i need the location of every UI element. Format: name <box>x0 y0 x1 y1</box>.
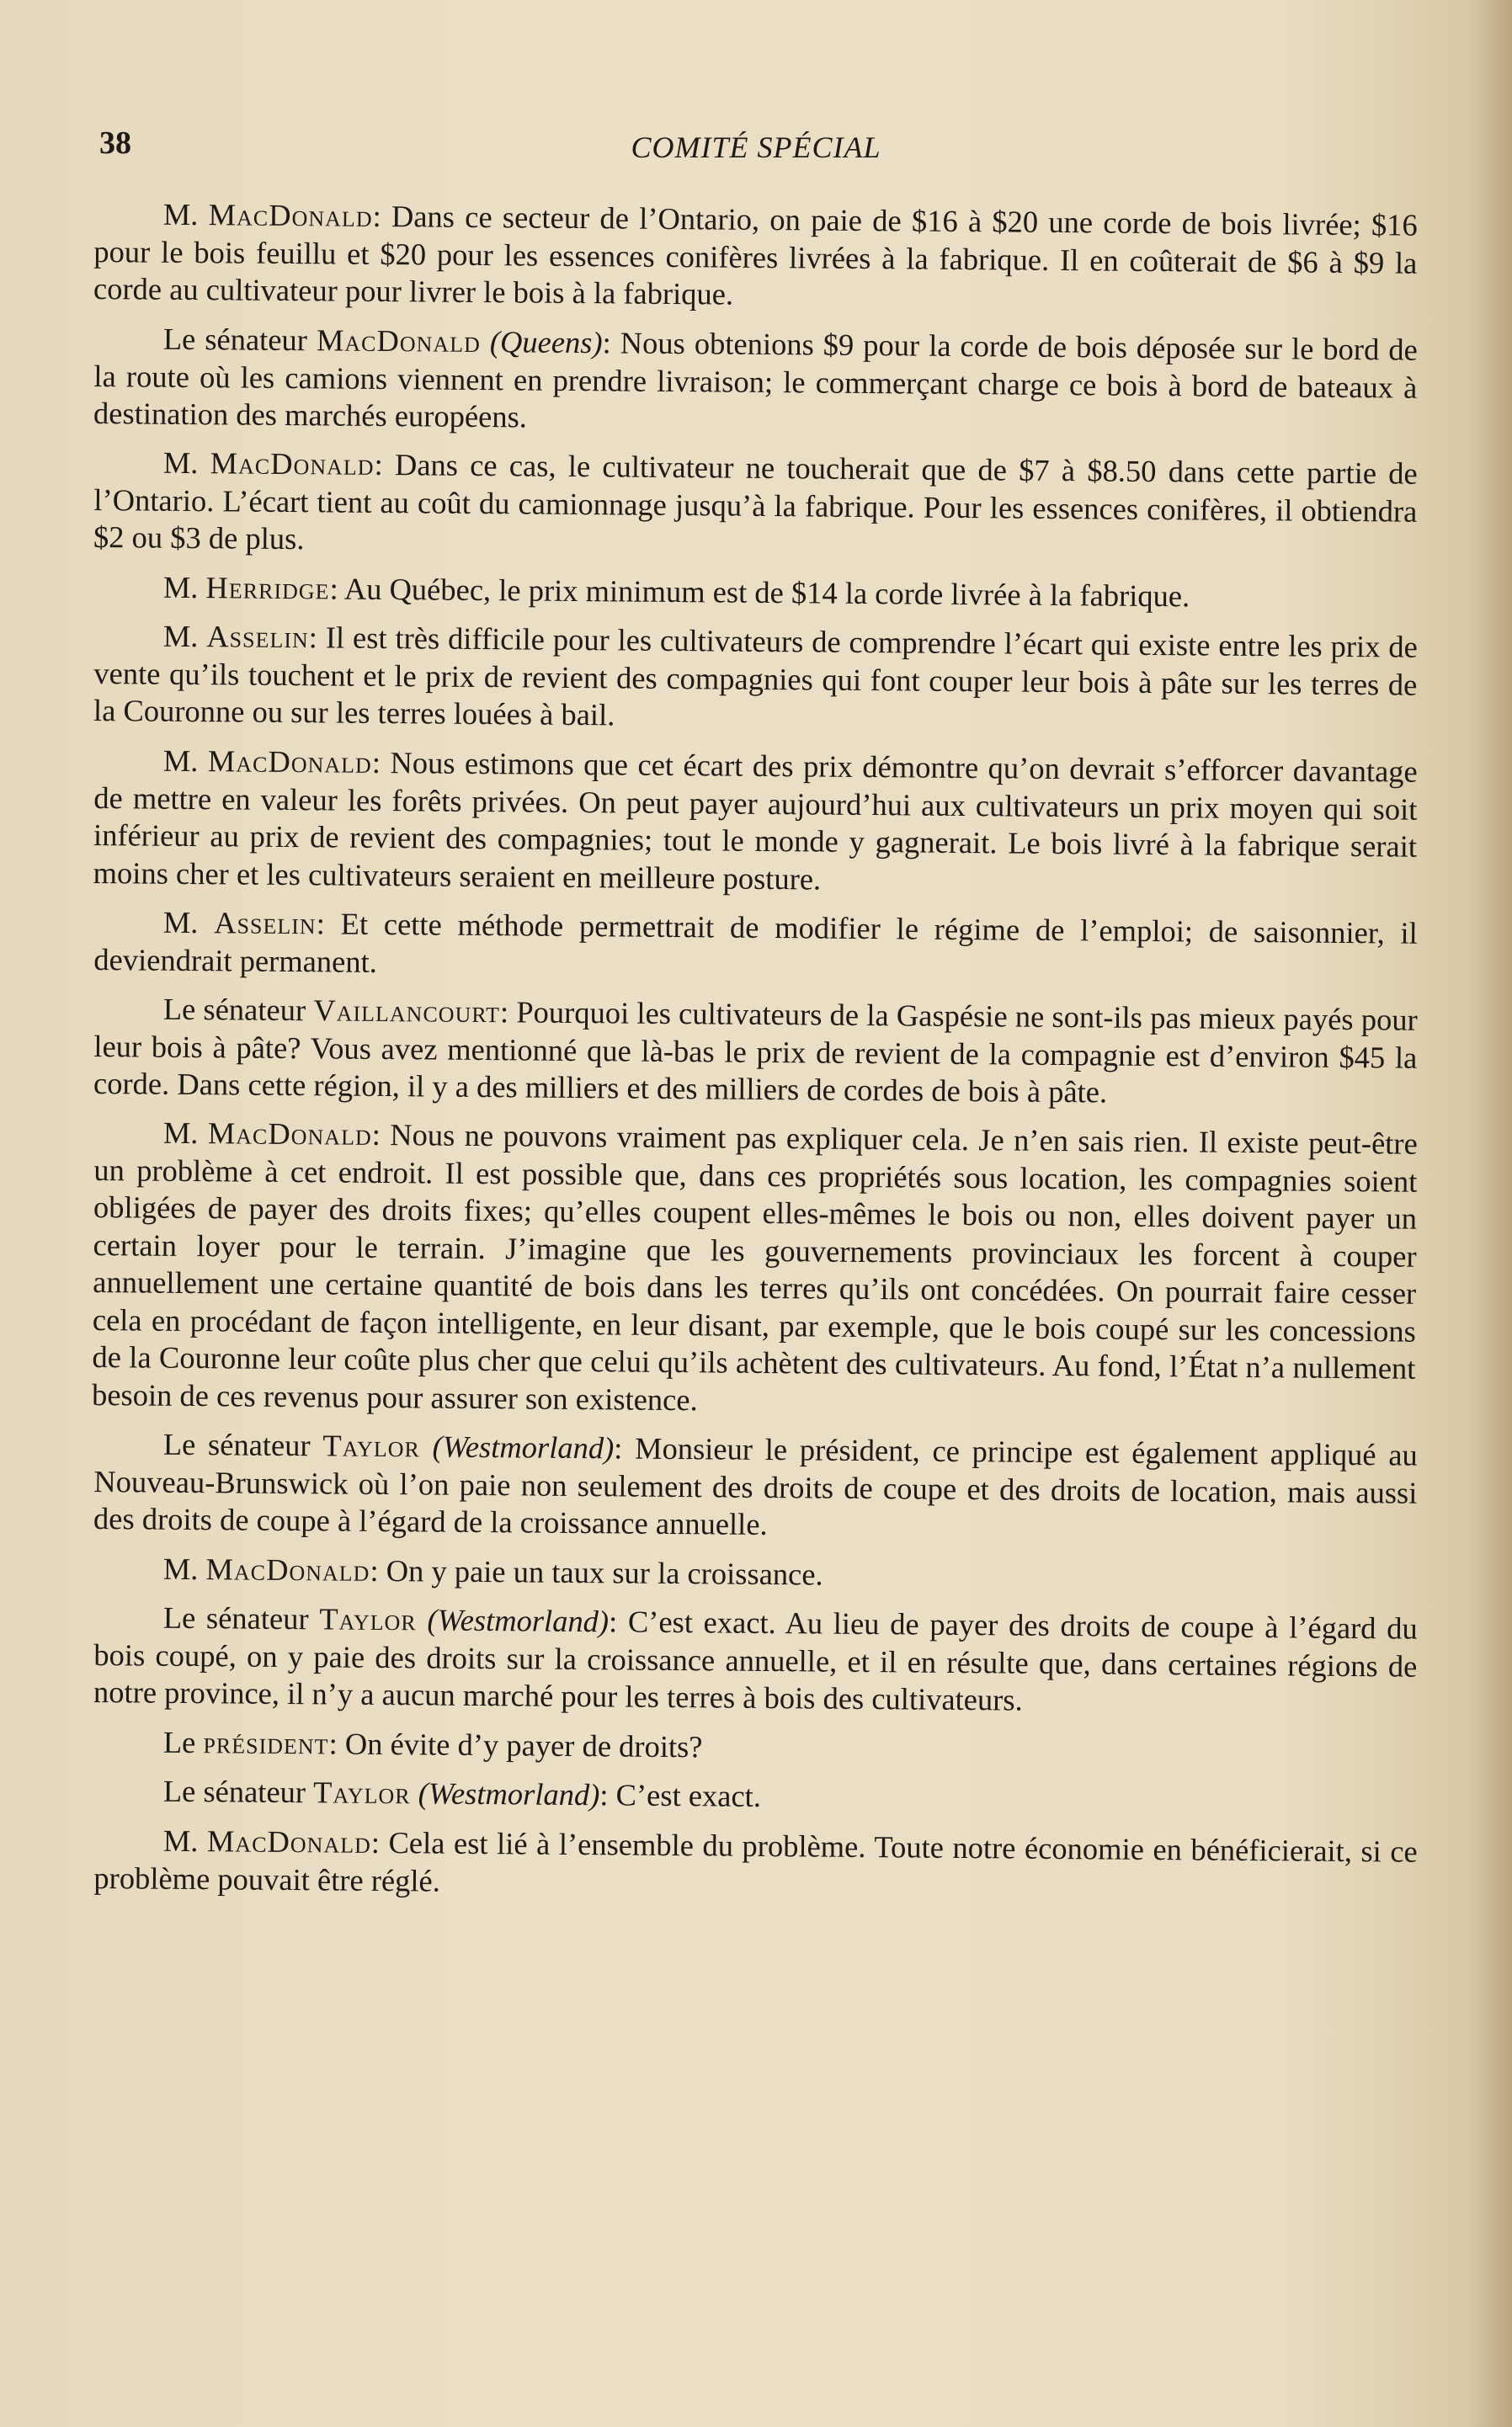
paragraph-text: Au Québec, le prix minimum est de $14 la corde livrée à la fabrique. <box>343 571 1190 613</box>
paragraph <box>92 1114 1418 1425</box>
speaker-prefix: M. <box>162 904 199 939</box>
paragraph-text: C’est exact. <box>615 1777 762 1813</box>
speaker-separator: : <box>370 1552 386 1588</box>
speaker-name: MacDonald <box>207 1115 372 1152</box>
speaker-prefix: Le sénateur <box>162 991 306 1027</box>
paragraph <box>93 320 1418 444</box>
speaker-name: Vaillancourt <box>313 992 501 1029</box>
speaker-name: Taylor <box>322 1428 421 1464</box>
speaker-prefix: M. <box>162 196 199 232</box>
page-number: 38 <box>99 125 131 161</box>
speaker-riding: (Westmorland) <box>427 1602 610 1639</box>
speaker-separator: : <box>329 570 344 606</box>
speaker-separator: : <box>316 905 341 941</box>
speaker-riding: (Westmorland) <box>418 1775 600 1812</box>
speaker-name: MacDonald <box>316 322 482 359</box>
paragraph-text: Dans ce secteur de l’Ontario, on paie de $16 à $20 une corde de bois livrée; $16 pour le bois feuillu et $20 pour les essences conifères livrées à la fabrique. Il en coûterait de $6 à $9 la corde au cultivateur pour livrer le bois à la fabrique. <box>93 199 1418 311</box>
speaker-prefix: Le sénateur <box>162 1426 311 1463</box>
paragraph-text: C’est exact. Au lieu de payer des droits de coupe à l’égard du bois coupé, on y paie des droits sur la croissance annuelle, et il en résulte que, dans certaines régions de notre province, il n’y a aucun marché pour les terres à bois des cultivateurs. <box>93 1604 1418 1717</box>
paragraph <box>94 568 1418 617</box>
speaker-separator: : <box>608 1604 629 1639</box>
paragraph-text: On y paie un taux sur la croissance. <box>386 1552 823 1592</box>
paragraph-text: Nous ne pouvons vraiment pas expliquer cela. Je n’en sais rien. Il existe peut-être un problème à cet endroit. Il est possible que, dans ces propriétés sous location, les compagnies soient obligées de payer des droits fixes; qu’elles coupent elles-mêmes le bois ou non, elles doivent payer un certain loyer pour le terrain. J’imagine que les gouvernements provinciaux les forcent à couper annuellement une certaine quantité de bois dans les terres qu’ils ont concédées. On pourrait faire cesser cela en procédant de façon intelligente, en leur disant, par exemple, que le bois coupé sur les concessions de la Couronne leur coûte plus cher que celui qu’ils achètent des cultivateurs. Au fond, l’État n’a nullement besoin de ces revenus pour assurer son existence. <box>91 1117 1418 1417</box>
speaker-separator: : <box>602 324 620 359</box>
speaker-riding: (Queens) <box>489 323 603 359</box>
paragraph-text: Cela est lié à l’ensemble du problème. Toute notre économie en bénéficierait, si ce problème pouvait être réglé. <box>93 1824 1418 1897</box>
speaker-name: Taylor <box>319 1601 417 1637</box>
speaker-name: MacDonald <box>205 1551 370 1588</box>
speaker-separator: : <box>499 993 517 1029</box>
speaker-prefix: M. <box>162 444 199 481</box>
paragraph <box>93 903 1418 990</box>
speaker-separator: : <box>370 1824 389 1860</box>
speaker-name: MacDonald <box>208 197 373 233</box>
speaker-name: MacDonald <box>207 742 372 780</box>
speaker-prefix: Le sénateur <box>162 321 308 357</box>
paragraph <box>93 990 1418 1114</box>
speaker-prefix: M. <box>162 1551 199 1586</box>
speaker-prefix: M. <box>162 569 199 604</box>
speaker-prefix: Le sénateur <box>162 1773 306 1810</box>
paragraph <box>94 1550 1418 1599</box>
speaker-separator: : <box>328 1725 346 1761</box>
speaker-prefix: M. <box>162 1823 199 1858</box>
speaker-prefix: M. <box>162 1115 199 1151</box>
paragraph <box>93 1822 1418 1908</box>
speaker-name: Taylor <box>312 1775 411 1811</box>
speaker-prefix: Le sénateur <box>162 1599 309 1637</box>
paragraph <box>94 1772 1418 1821</box>
speaker-name: Asselin <box>214 904 317 940</box>
paragraph-text: Dans ce cas, le cultivateur ne toucherait que de $7 à $8.50 dans cette partie de l’Ontario. L’écart tient au coût du camionnage jusqu’à la fabrique. Pour les essences conifères, il obtiendra $2 ou $3 de plus. <box>93 447 1418 556</box>
paragraph-text: Il est très difficile pour les cultivateurs de comprendre l’écart qui existe entre les prix de vente qu’ils touchent et le prix de revient des compagnies qui font couper leur bois à pâte sur les terres de la Couronne ou sur les terres louées à bail. <box>93 620 1418 732</box>
paragraph <box>93 742 1417 903</box>
paragraph-text: Monsieur le président, ce principe est également appliqué au Nouveau-Brunswick où l’on paie non seulement des droits de coupe et des droits de location, mais aussi des droits de coupe à l’égard de la croissance annuelle. <box>93 1430 1418 1541</box>
body-text <box>91 195 1418 1908</box>
paragraph-text: Nous estimons que cet écart des prix démontre qu’on devrait s’efforcer davantage de mettre en valeur les forêts privées. On peut payer aujourd’hui aux cultivateurs un prix moyen qui soit inférieur au prix de revient des compagnies; tout le monde y gagnerait. Le bois livré à la fabrique serait moins cher et les cultivateurs seraient en meilleure posture. <box>93 744 1418 896</box>
speaker-name: Herridge <box>205 569 330 605</box>
speaker-name: Asselin <box>206 619 309 655</box>
running-head: COMITÉ SPÉCIAL <box>631 130 881 164</box>
paragraph <box>93 444 1418 567</box>
paragraph-text: Nous obtenions $9 pour la corde de bois déposée sur le bord de la route où les camions viennent en prendre livraison; le commerçant charge ce bois à bord de bateaux à destination des marchés européens. <box>93 324 1418 434</box>
speaker-prefix: Le <box>162 1724 196 1759</box>
speaker-separator: : <box>371 744 391 780</box>
paragraph <box>93 1425 1418 1549</box>
speaker-separator: : <box>372 198 392 234</box>
speaker-name: MacDonald <box>210 445 375 482</box>
speaker-separator: : <box>374 446 396 482</box>
paragraph <box>93 195 1418 319</box>
speaker-riding: (Westmorland) <box>432 1429 615 1466</box>
speaker-prefix: M. <box>162 618 199 654</box>
speaker-separator: : <box>371 1116 391 1152</box>
speaker-name: MacDonald <box>206 1823 372 1860</box>
paragraph <box>94 1723 1418 1772</box>
paragraph <box>93 617 1418 741</box>
speaker-prefix: M. <box>162 742 199 778</box>
speaker-separator: : <box>308 620 327 655</box>
paragraph-text: Pourquoi les cultivateurs de la Gaspésie ne sont-ils pas mieux payés pour leur bois à pâte? Vous avez mentionné que là-bas le prix de revient de la compagnie est d’environ $45 la corde. Dans cette région, il y a des milliers et des milliers de cordes de bois à pâte. <box>93 993 1418 1110</box>
paragraph-text: On évite d’y payer de droits? <box>344 1726 703 1764</box>
paragraph-text: Et cette méthode permettrait de modifier le régime de l’emploi; de saisonnier, il deviendrait permanent. <box>93 906 1418 978</box>
speaker-name: président <box>203 1724 329 1760</box>
paragraph <box>93 1599 1418 1722</box>
speaker-separator: : <box>614 1430 636 1466</box>
page-header <box>0 118 1512 185</box>
speaker-separator: : <box>599 1777 616 1812</box>
